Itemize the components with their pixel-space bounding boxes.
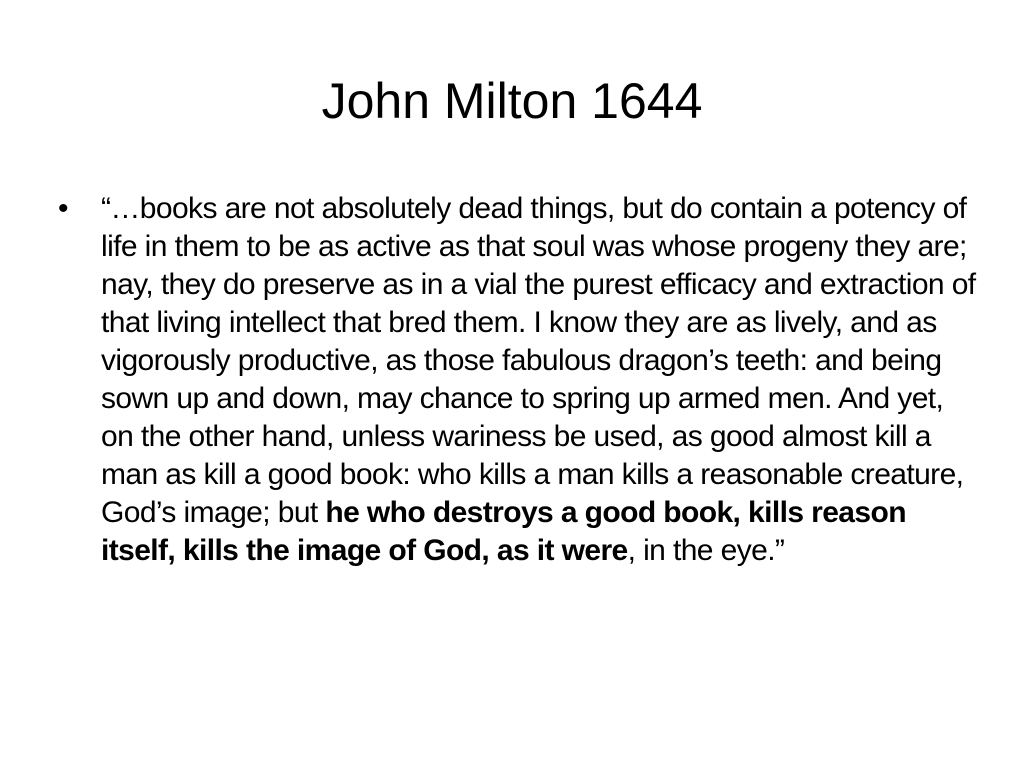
bullet-marker-icon: • bbox=[58, 192, 69, 225]
bullet-item-quote bbox=[58, 190, 978, 570]
bullet-list bbox=[58, 190, 978, 570]
slide-title: John Milton 1644 bbox=[321, 73, 703, 129]
quote-text-regular: “…books are not absolutely dead things, but do contain a potency of life in them to be as active as that soul was whose progeny they are; nay, they do preserve as in a vial the purest efficacy and extraction of that living intellect that bred them. I know they are as lively, and as vigorously productive, as those fabulous dragon’s teeth: and being sown up and down, may chance to spring up armed men. And yet, on the other hand, unless wariness be used, as good almost kill a man as kill a good book: who kills a man kills a reasonable creature, God’s image; but bbox=[101, 192, 976, 529]
quote-text-ending: , in the eye.” bbox=[627, 534, 785, 567]
quote-text-bold: he who destroys a good book, kills reason itself, kills the image of God, as it were bbox=[101, 496, 906, 567]
quote-text bbox=[101, 190, 978, 570]
